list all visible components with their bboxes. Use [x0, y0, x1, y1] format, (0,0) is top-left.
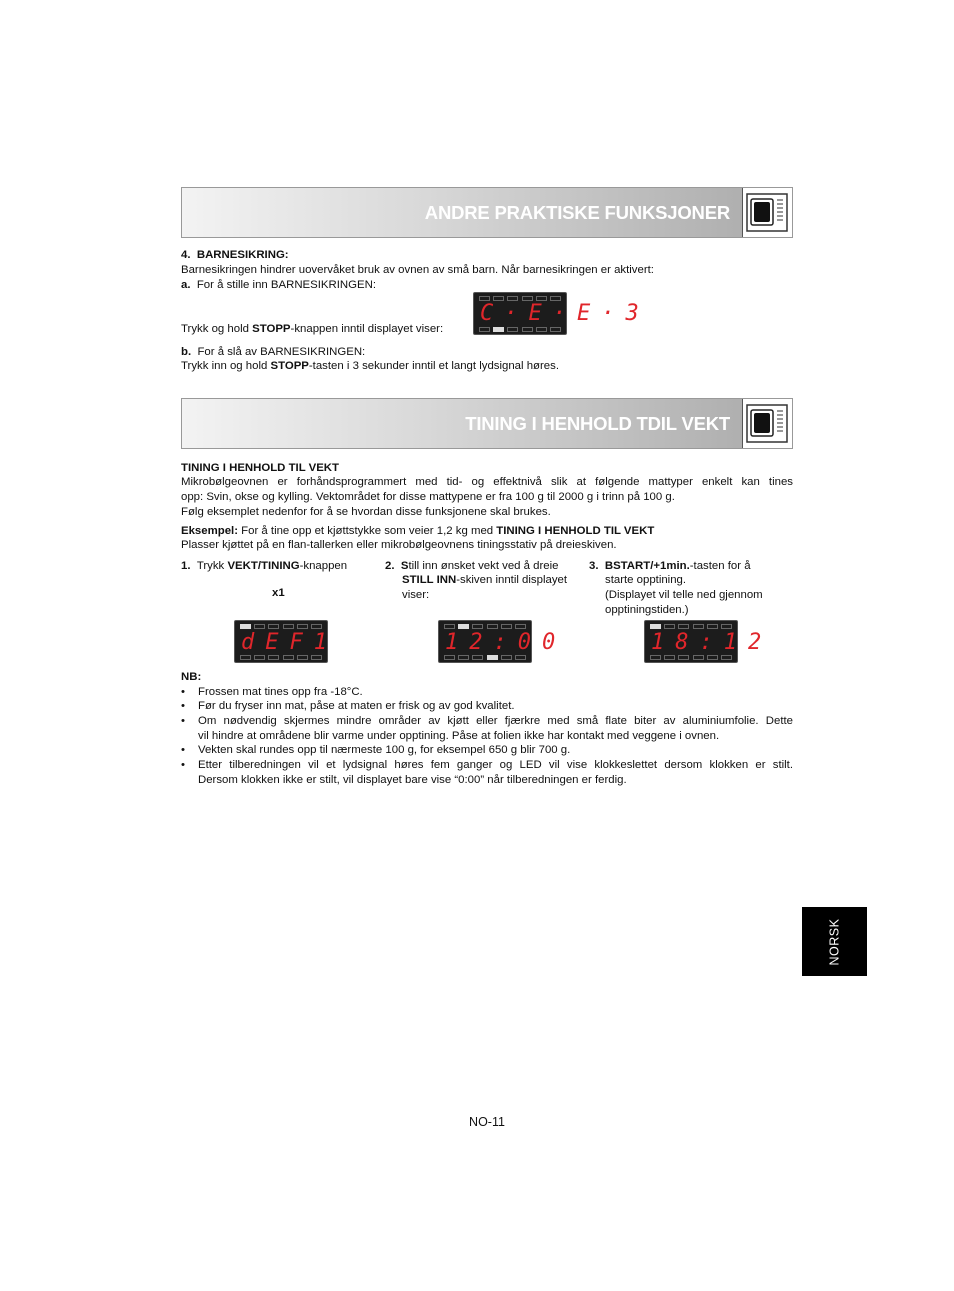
page-number: NO-11 — [469, 1115, 505, 1129]
step-a-text: For å stille inn BARNESIKRINGEN: — [196, 279, 376, 291]
step-1-number: 1. — [181, 560, 191, 572]
child-lock-heading — [181, 248, 289, 263]
nb-item: Om nødvendig skjermes mindre områder av kjøtt eller fjærkre med små flate biter av aluminiumfolie. Dette — [198, 715, 793, 727]
step-3-line2: starte opptining. — [605, 574, 687, 586]
language-tab — [802, 907, 867, 976]
step-a-pre: Trykk og hold — [181, 323, 253, 335]
step-1 — [181, 559, 347, 574]
display-indicators-top — [240, 624, 322, 629]
example-line2: Plasser kjøttet på en flan-tallerken eller mikrobølgeovnens tiningsstativ på dreieskiven. — [181, 539, 617, 551]
step-b-heading — [181, 345, 365, 360]
section-banner-tining — [181, 398, 793, 449]
step-3-number: 3. — [589, 560, 599, 572]
heading-number: 4. — [181, 249, 191, 261]
step-1-post: -knappen — [299, 560, 348, 572]
display-indicators-bottom — [240, 655, 322, 660]
press-count — [272, 586, 285, 601]
defrost-para-line2: opp: Svin, okse og kylling. Vektområdet for disse mattypene er fra 100 g til 2000 g i trinn på 100 g. — [181, 491, 675, 503]
display-indicators-bottom — [479, 327, 561, 332]
nb-bullet: • — [181, 759, 185, 771]
section-title: ANDRE PRAKTISKE FUNKSJONER — [424, 202, 730, 223]
example-label: Eksempel: — [181, 525, 238, 537]
example-text: For å tine opp et kjøttstykke som veier 1,2 kg med — [237, 525, 497, 537]
defrost-heading — [181, 461, 339, 476]
nb-item: Før du fryser inn mat, påse at maten er frisk og av god kvalitet. — [198, 700, 515, 712]
step-b-post: -tasten i 3 sekunder inntil et langt lydsignal høres. — [308, 360, 559, 372]
defrost-para-line3: Følg eksemplet nedenfor for å se hvordan disse funksjonene skal brukes. — [181, 506, 551, 518]
defrost-para-line1: Mikrobølgeovnen er forhåndsprogrammert med tid- og effektnivå slik at følgende mattyper enkelt kan tines — [181, 476, 793, 488]
step-2-number: 2. — [385, 560, 395, 572]
nb-label-text: NB: — [181, 671, 202, 683]
child-lock-intro: Barnesikringen hindrer uovervåket bruk av ovnen av små barn. Når barnesikringen er aktivert: — [181, 264, 654, 276]
display-indicators-top — [444, 624, 526, 629]
stop-key-label: STOPP — [270, 360, 309, 372]
nb-item: Etter tilberedningen vil et lydsignal høres fem ganger og LED vil vise klokkeslettet dersom klokken er stilt. — [198, 759, 793, 771]
nb-item: Frossen mat tines opp fra -18°C. — [198, 686, 363, 698]
step-3-line3: (Displayet vil telle ned gjennom — [605, 589, 763, 601]
stop-button-label: STOPP — [252, 323, 291, 335]
press-count-text: x1 — [272, 587, 285, 599]
start-button-label: BSTART/+1min. — [604, 560, 690, 572]
display-digits: 12:00 — [445, 630, 567, 655]
display-indicators-top — [650, 624, 732, 629]
step-2-line2 — [402, 573, 567, 588]
display-child-lock — [473, 292, 650, 335]
step-a-post: -knappen inntil displayet viser: — [290, 323, 444, 335]
nb-item-cont: Dersom klokken ikke er stilt, vil displayet bare vise “0:00” når tilberedningen er ferdig. — [198, 774, 627, 786]
nb-bullet: • — [181, 700, 185, 712]
display-digits: C·E·E·3 — [480, 301, 650, 326]
weight-defrost-button-label: VEKT/TINING — [227, 560, 300, 572]
microwave-icon — [742, 188, 792, 237]
language-tab-label: NORSK — [827, 918, 842, 965]
display-step-2 — [438, 620, 567, 663]
step-2-line1 — [385, 559, 559, 574]
example-line1 — [181, 524, 654, 539]
step-2-text: till inn ønsket vekt ved å dreie — [408, 560, 559, 572]
display-digits: 18:12 — [651, 630, 773, 655]
display-indicators-bottom — [444, 655, 526, 660]
heading-text: BARNESIKRING: — [196, 249, 289, 261]
step-a-label: a. — [181, 279, 191, 291]
section-title: TINING I HENHOLD TDIL VEKT — [465, 413, 730, 434]
step-2-text-2: -skiven inntil displayet — [456, 574, 568, 586]
step-3-line4: opptiningstiden.) — [605, 604, 689, 616]
microwave-icon — [742, 399, 792, 448]
step-b-instruction — [181, 359, 559, 374]
step-a-instruction — [181, 322, 443, 337]
display-indicators-bottom — [650, 655, 732, 660]
section-banner-andre-praktiske — [181, 187, 793, 238]
step-b-text: For å slå av BARNESIKRINGEN: — [197, 346, 366, 358]
set-dial-label: STILL INN — [402, 574, 457, 586]
display-digits: dEF1 — [241, 630, 338, 655]
step-3-line1 — [589, 559, 751, 574]
step-2-first-letter: S — [400, 560, 409, 572]
defrost-heading-text: TINING I HENHOLD TIL VEKT — [181, 462, 339, 474]
step-a-heading — [181, 278, 376, 293]
step-b-label: b. — [181, 346, 192, 358]
nb-item-cont: vil hindre at områdene blir varme under opptining. Påse at folien ikke har kontakt med veggene i ovnen. — [198, 730, 720, 742]
nb-bullet: • — [181, 744, 185, 756]
step-3-text: -tasten for å — [689, 560, 751, 572]
display-step-3 — [644, 620, 773, 663]
nb-item: Vekten skal rundes opp til nærmeste 100 g, for eksempel 650 g blir 700 g. — [198, 744, 571, 756]
example-bold: TINING I HENHOLD TIL VEKT — [496, 525, 655, 537]
display-step-1 — [234, 620, 338, 663]
nb-label — [181, 670, 201, 685]
step-b-pre: Trykk inn og hold — [181, 360, 271, 372]
nb-bullet: • — [181, 686, 185, 698]
step-1-pre: Trykk — [196, 560, 228, 572]
step-2-line3: viser: — [402, 589, 430, 601]
nb-bullet: • — [181, 715, 185, 727]
